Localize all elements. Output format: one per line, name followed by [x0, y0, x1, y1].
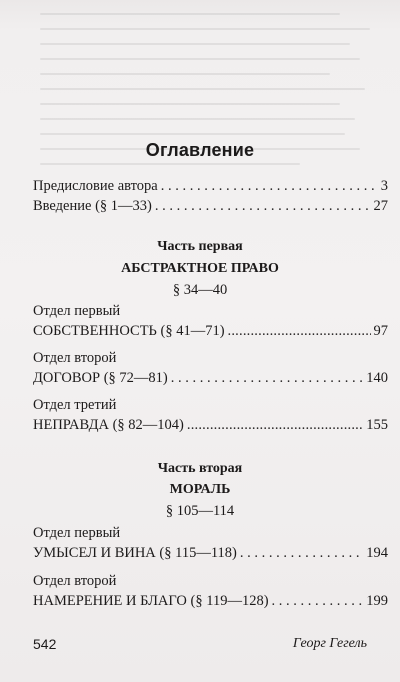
section-label: Отдел второй [33, 350, 117, 366]
part1-heading: Часть первая [157, 239, 243, 254]
part2-heading: Часть вторая [157, 461, 243, 476]
toc-entry-page: 155 [366, 417, 388, 433]
toc-entry-page: 194 [366, 545, 388, 561]
leader-dots [272, 593, 364, 610]
toc-entry-label: Введение (§ 1—33) [33, 198, 152, 214]
toc-entry-intro[interactable] [33, 198, 388, 215]
toc-title: Оглавление [145, 140, 255, 160]
toc-entry-section[interactable] [33, 593, 388, 610]
leader-dots [155, 198, 371, 215]
leader-dots [171, 370, 364, 387]
toc-entry-page: 97 [373, 323, 388, 339]
toc-entry-label: Предисловие автора [33, 178, 158, 194]
toc-entry-section[interactable] [33, 370, 388, 387]
part2-name: МОРАЛЬ [169, 482, 231, 497]
toc-entry-page: 140 [366, 370, 388, 386]
part1-name: АБСТРАКТНОЕ ПРАВО [121, 261, 279, 276]
leader-dots [228, 323, 371, 340]
toc-entry-section[interactable] [33, 323, 388, 340]
page-number: 542 [33, 636, 57, 652]
toc-entry-section[interactable] [33, 545, 388, 562]
toc-entry-title: ДОГОВОР (§ 72—81) [33, 370, 168, 386]
toc-entry-title: НАМЕРЕНИЕ И БЛАГО (§ 119—128) [33, 593, 269, 609]
part1-range: § 34—40 [172, 282, 228, 298]
toc-entry-title: НЕПРАВДА (§ 82—104) [33, 417, 184, 433]
section-label: Отдел третий [33, 397, 117, 413]
toc-entry-preface[interactable] [33, 178, 388, 195]
toc-entry-page: 3 [380, 178, 388, 194]
toc-entry-page: 199 [366, 593, 388, 609]
section-label: Отдел второй [33, 573, 117, 589]
running-footer-author: Георг Гегель [292, 636, 367, 651]
toc-entry-page: 27 [373, 198, 388, 214]
toc-entry-title: СОБСТВЕННОСТЬ (§ 41—71) [33, 323, 225, 339]
section-label: Отдел первый [33, 525, 121, 541]
part2-range: § 105—114 [165, 503, 235, 519]
toc-entry-section[interactable] [33, 417, 388, 434]
leader-dots [240, 545, 363, 562]
leader-dots [187, 417, 363, 434]
section-label: Отдел первый [33, 303, 121, 319]
toc-entry-title: УМЫСЕЛ И ВИНА (§ 115—118) [33, 545, 237, 561]
leader-dots [161, 178, 378, 195]
